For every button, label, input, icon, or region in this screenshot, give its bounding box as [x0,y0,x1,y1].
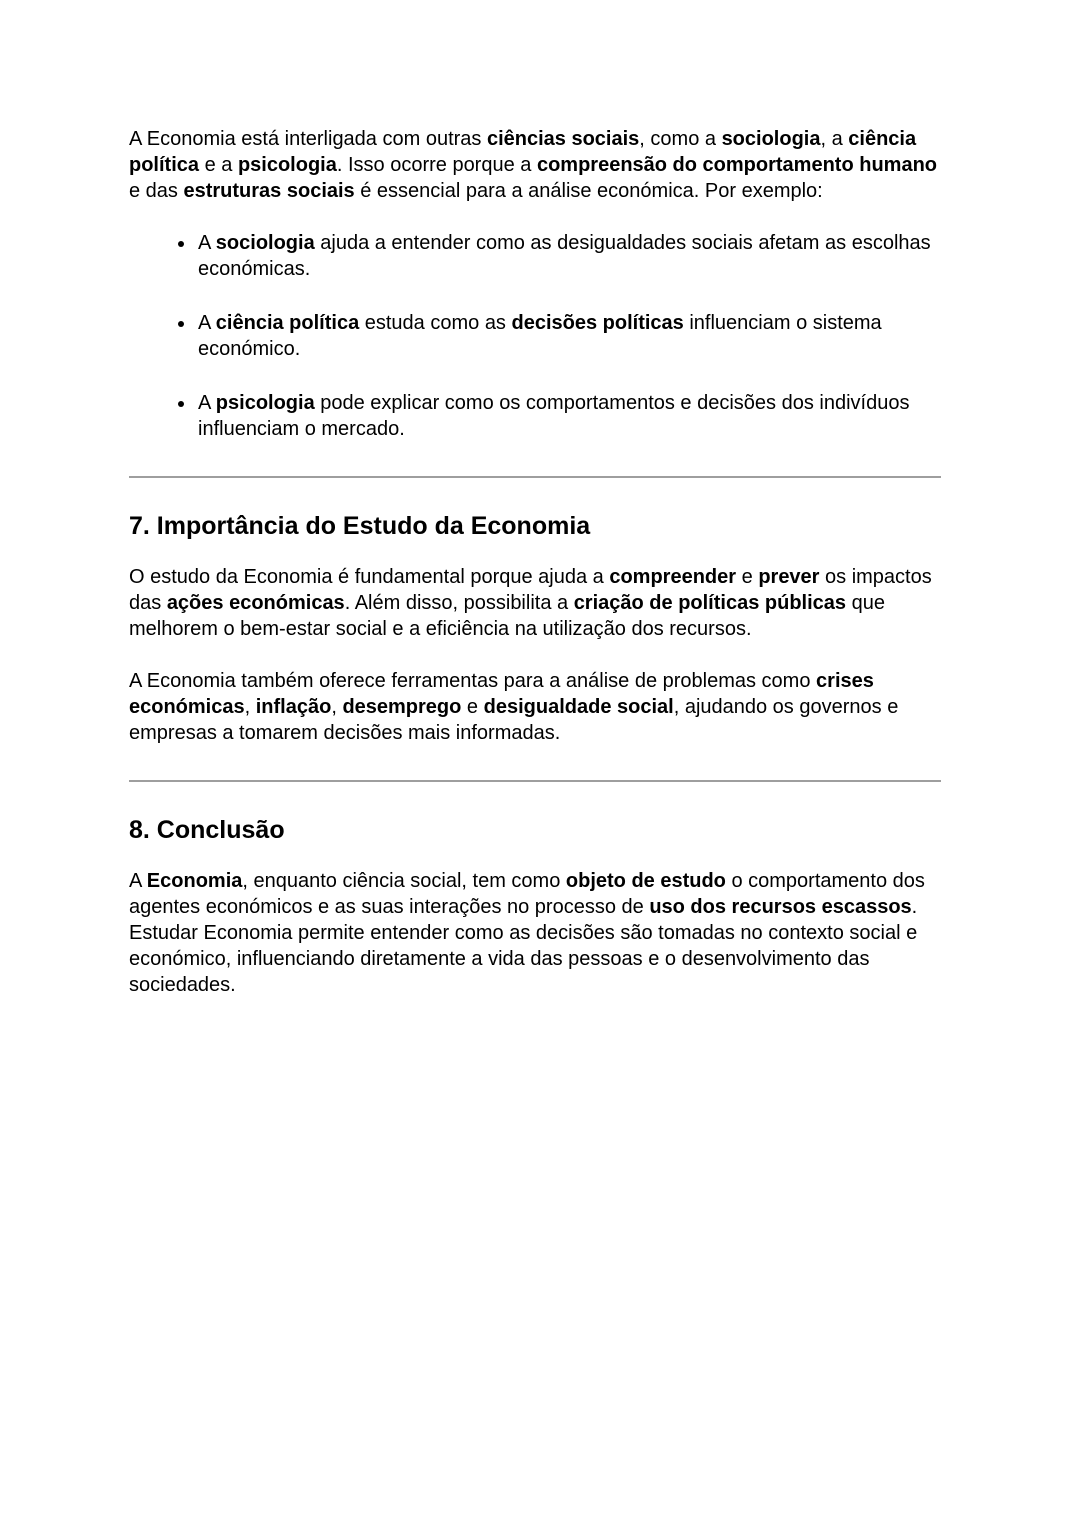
section-8-paragraph-1: A Economia, enquanto ciência social, tem como objeto de estudo o comportamento dos agentes económicos e as suas interações no processo de uso dos recursos escassos. Estudar Economia permite entender como as decisões são tomadas no contexto social e económico, influenciando diretamente a vida das pessoas e o desenvolvimento das sociedades. [129,870,925,996]
section-7-paragraph-2: A Economia também oferece ferramentas para a análise de problemas como crises económicas, inflação, desemprego e desigualdade social, ajudando os governos e empresas a tomarem decisões mais informadas. [129,670,899,744]
section-8-heading: 8. Conclusão [129,816,285,844]
section-divider [129,476,941,478]
list-item: • A psicologia pode explicar como os comportamentos e decisões dos indivíduos influenciam o mercado. [196,390,941,442]
list-item: • A ciência política estuda como as decisões políticas influenciam o sistema económico. [196,310,941,362]
document-content [129,0,941,1024]
section-7-paragraph-1: O estudo da Economia é fundamental porque ajuda a compreender e prever os impactos das ações económicas. Além disso, possibilita a criação de políticas públicas que melhorem o bem-estar social e a eficiência na utilização dos recursos. [129,566,932,640]
intro-paragraph: A Economia está interligada com outras ciências sociais, como a sociologia, a ciência política e a psicologia. Isso ocorre porque a compreensão do comportamento humano e das estruturas sociais é essencial para a análise económica. Por exemplo: [129,128,938,202]
list-item: • A sociologia ajuda a entender como as desigualdades sociais afetam as escolhas económicas. [196,230,941,282]
section-7-heading: 7. Importância do Estudo da Economia [129,512,591,540]
bullet-list [129,230,941,442]
section-divider [129,780,941,782]
